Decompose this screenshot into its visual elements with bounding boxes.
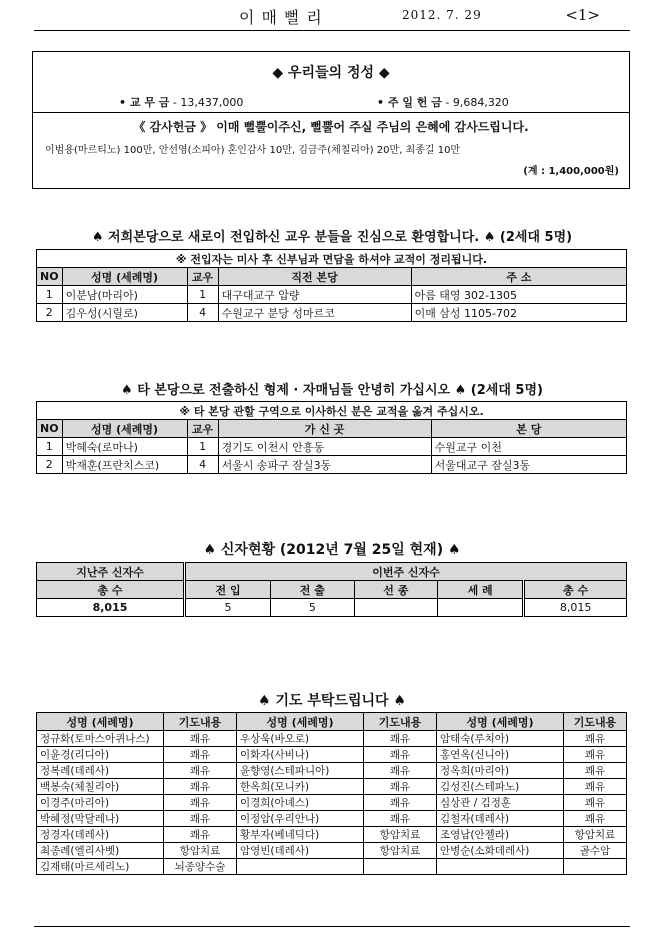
table-row <box>37 795 627 811</box>
col-request: 기도내용 <box>564 713 627 731</box>
cell: 서울대교구 잠실3동 <box>431 456 626 474</box>
cell: 4 <box>187 304 218 322</box>
prayer-name: 이경주(마리아) <box>37 795 164 811</box>
table-row <box>37 286 627 304</box>
status-table <box>36 562 627 617</box>
prayer-request: 항암치료 <box>564 827 627 843</box>
prayer-request: 항암치료 <box>164 843 237 859</box>
table-row <box>37 779 627 795</box>
bulletin-title: 이매뻘리 <box>239 8 329 27</box>
thanks-line: 《 감사헌금 》 이매 뻘뿔이주신, 뻘뿔어 주실 주님의 은혜에 감사드립니다. <box>133 120 529 134</box>
prayer-name: 우상욱(바오로) <box>237 731 364 747</box>
offering-divider <box>33 112 629 113</box>
prayer-request: 쾌유 <box>364 731 437 747</box>
col-request: 기도내용 <box>364 713 437 731</box>
prayer-request: 쾌유 <box>164 747 237 763</box>
table-row <box>37 438 627 456</box>
cell: 4 <box>187 456 218 474</box>
kyomu-amount: • 교 무 금 - 13,437,000 <box>119 96 244 109</box>
col-address: 주 소 <box>411 268 626 286</box>
transfers-title: ♠ 타 본당으로 전출하신 형제 · 자매님들 안녕히 가십시오 ♠ (2세대 5명) <box>121 383 543 398</box>
prayer-request: 쾌유 <box>564 763 627 779</box>
prayer-title: ♠ 기도 부탁드립니다 ♠ <box>258 693 406 709</box>
col-name: 성명 (세례명) <box>62 268 187 286</box>
prayer-name: 정복례(데레사) <box>37 763 164 779</box>
prayer-request: 쾌유 <box>164 731 237 747</box>
col-name: 성명 (세례명) <box>37 713 164 731</box>
cell: 경기도 이천시 안흥동 <box>218 438 431 456</box>
prayer-name: 김철자(데레사) <box>437 811 564 827</box>
table-row <box>37 456 627 474</box>
cell: 1 <box>37 286 63 304</box>
cell: 박혜숙(로마나) <box>62 438 187 456</box>
baptism-value <box>438 599 524 617</box>
prayer-name: 이경희(아녜스) <box>237 795 364 811</box>
prayer-request: 쾌유 <box>364 811 437 827</box>
cell: 수원교구 분당 성마르코 <box>218 304 411 322</box>
table-row <box>37 859 627 875</box>
col-name: 성명 (세례명) <box>437 713 564 731</box>
col-name: 성명 (세례명) <box>62 420 187 438</box>
prayer-request: 쾌유 <box>564 795 627 811</box>
cell: 수원교구 이천 <box>431 438 626 456</box>
cell: 2 <box>37 304 63 322</box>
prayer-name: 이윤경(리디아) <box>37 747 164 763</box>
table-row <box>37 811 627 827</box>
prayer-request: 쾌유 <box>564 731 627 747</box>
page-number: <1> <box>565 6 600 24</box>
prayer-name: 김성진(스테파노) <box>437 779 564 795</box>
header-rule <box>34 30 630 31</box>
prayer-request: 쾌유 <box>164 811 237 827</box>
last-week-header: 지난주 신자수 <box>37 563 185 581</box>
prayer-request: 쾌유 <box>364 779 437 795</box>
col-name: 성명 (세례명) <box>237 713 364 731</box>
prayer-name: 한옥희(모니카) <box>237 779 364 795</box>
prayer-name <box>437 859 564 875</box>
prayer-table <box>36 712 627 875</box>
col-destination: 가 신 곳 <box>218 420 431 438</box>
last-total-value: 8,015 <box>37 599 185 617</box>
this-total-value: 8,015 <box>524 599 627 617</box>
transfers-note: ※ 타 본당 관할 구역으로 이사하신 분은 교적을 옮겨 주십시오. <box>37 402 627 420</box>
prayer-name: 윤향영(스테파니아) <box>237 763 364 779</box>
cell: 박재훈(프란치스코) <box>62 456 187 474</box>
prayer-request: 쾌유 <box>164 779 237 795</box>
prayer-request: 항암치료 <box>364 843 437 859</box>
cell: 아름 태영 302-1305 <box>411 286 626 304</box>
prayer-name: 조영남(안젤라) <box>437 827 564 843</box>
prayer-name: 심상관 / 김정훈 <box>437 795 564 811</box>
this-week-header: 이번주 신자수 <box>185 563 627 581</box>
prayer-request: 쾌유 <box>364 795 437 811</box>
offering-heading: ◆ 우리들의 정성 ◆ <box>272 65 390 81</box>
donor-list: 이범용(마르티노) 100만, 안선영(소피아) 혼인감사 10만, 김금주(체칠리아) 20만, 최종길 10만 <box>45 145 461 156</box>
table-row <box>37 747 627 763</box>
table-row <box>37 304 627 322</box>
prayer-request: 쾌유 <box>364 747 437 763</box>
table-row <box>37 827 627 843</box>
prayer-name: 백봉숙(체칠리아) <box>37 779 164 795</box>
transfers-table <box>36 401 627 474</box>
prayer-name: 정경자(데레사) <box>37 827 164 843</box>
col-baptism: 세 례 <box>438 581 524 599</box>
transfer-out-value: 5 <box>271 599 355 617</box>
col-no: NO <box>37 420 63 438</box>
prayer-request: 쾌유 <box>164 763 237 779</box>
col-family: 교우 <box>187 268 218 286</box>
footer-rule <box>34 926 630 927</box>
bulletin-header <box>34 4 630 28</box>
prayer-name: 정규화(토마스아퀴나스) <box>37 731 164 747</box>
prayer-request: 쾌유 <box>564 811 627 827</box>
col-no: NO <box>37 268 63 286</box>
prayer-request: 쾌유 <box>564 779 627 795</box>
status-title: ♠ 신자현황 (2012년 7월 25일 현재) ♠ <box>203 542 461 558</box>
cell: 1 <box>187 286 218 304</box>
col-deceased: 선 종 <box>354 581 438 599</box>
prayer-request <box>364 859 437 875</box>
offering-box <box>32 51 630 189</box>
table-row <box>37 763 627 779</box>
col-parish: 본 당 <box>431 420 626 438</box>
cell: 서울시 송파구 잠실3동 <box>218 456 431 474</box>
col-request: 기도내용 <box>164 713 237 731</box>
col-transfer-out: 전 출 <box>271 581 355 599</box>
col-family: 교우 <box>187 420 218 438</box>
newcomers-title: ♠ 저희본당으로 새로이 전입하신 교우 분들을 진심으로 환영합니다. ♠ (2세대 5명) <box>91 230 573 245</box>
bulletin-date: 2012. 7. 29 <box>402 8 482 22</box>
prayer-request <box>564 859 627 875</box>
prayer-request: 쾌유 <box>364 763 437 779</box>
prayer-name: 홍연옥(신니아) <box>437 747 564 763</box>
table-row <box>37 599 627 617</box>
col-prev-parish: 직전 본당 <box>218 268 411 286</box>
prayer-name: 암영빈(데레사) <box>237 843 364 859</box>
table-row <box>37 843 627 859</box>
table-row <box>37 731 627 747</box>
cell: 2 <box>37 456 63 474</box>
this-total-label: 총 수 <box>524 581 627 599</box>
prayer-name: 김재태(마르세리노) <box>37 859 164 875</box>
prayer-name <box>237 859 364 875</box>
cell: 이분남(마리아) <box>62 286 187 304</box>
newcomers-note: ※ 전입자는 미사 후 신부님과 면담을 하셔야 교적이 정리됩니다. <box>37 250 627 268</box>
transfer-in-value: 5 <box>185 599 271 617</box>
prayer-request: 뇌종양수술 <box>164 859 237 875</box>
prayer-name: 암태숙(루치아) <box>437 731 564 747</box>
cell: 1 <box>37 438 63 456</box>
deceased-value <box>354 599 438 617</box>
prayer-name: 안병순(소화데레사) <box>437 843 564 859</box>
newcomers-table <box>36 249 627 322</box>
offering-total: (계 : 1,400,000원) <box>523 166 619 177</box>
prayer-request: 골수암 <box>564 843 627 859</box>
col-transfer-in: 전 입 <box>185 581 271 599</box>
sunday-amount: • 주 일 헌 금 - 9,684,320 <box>377 96 509 109</box>
cell: 이매 삼성 1105-702 <box>411 304 626 322</box>
prayer-request: 쾌유 <box>164 795 237 811</box>
cell: 김우성(시릴로) <box>62 304 187 322</box>
prayer-name: 박혜정(막달레나) <box>37 811 164 827</box>
prayer-request: 쾌유 <box>164 827 237 843</box>
prayer-name: 이정암(우리안나) <box>237 811 364 827</box>
prayer-name: 최종례(엘리사벳) <box>37 843 164 859</box>
cell: 1 <box>187 438 218 456</box>
prayer-request: 쾌유 <box>564 747 627 763</box>
cell: 대구대교구 압량 <box>218 286 411 304</box>
prayer-name: 황부자(베네딕다) <box>237 827 364 843</box>
last-total-label: 총 수 <box>37 581 185 599</box>
prayer-name: 이화자(사비나) <box>237 747 364 763</box>
prayer-name: 정옥희(마리아) <box>437 763 564 779</box>
prayer-request: 항암치료 <box>364 827 437 843</box>
